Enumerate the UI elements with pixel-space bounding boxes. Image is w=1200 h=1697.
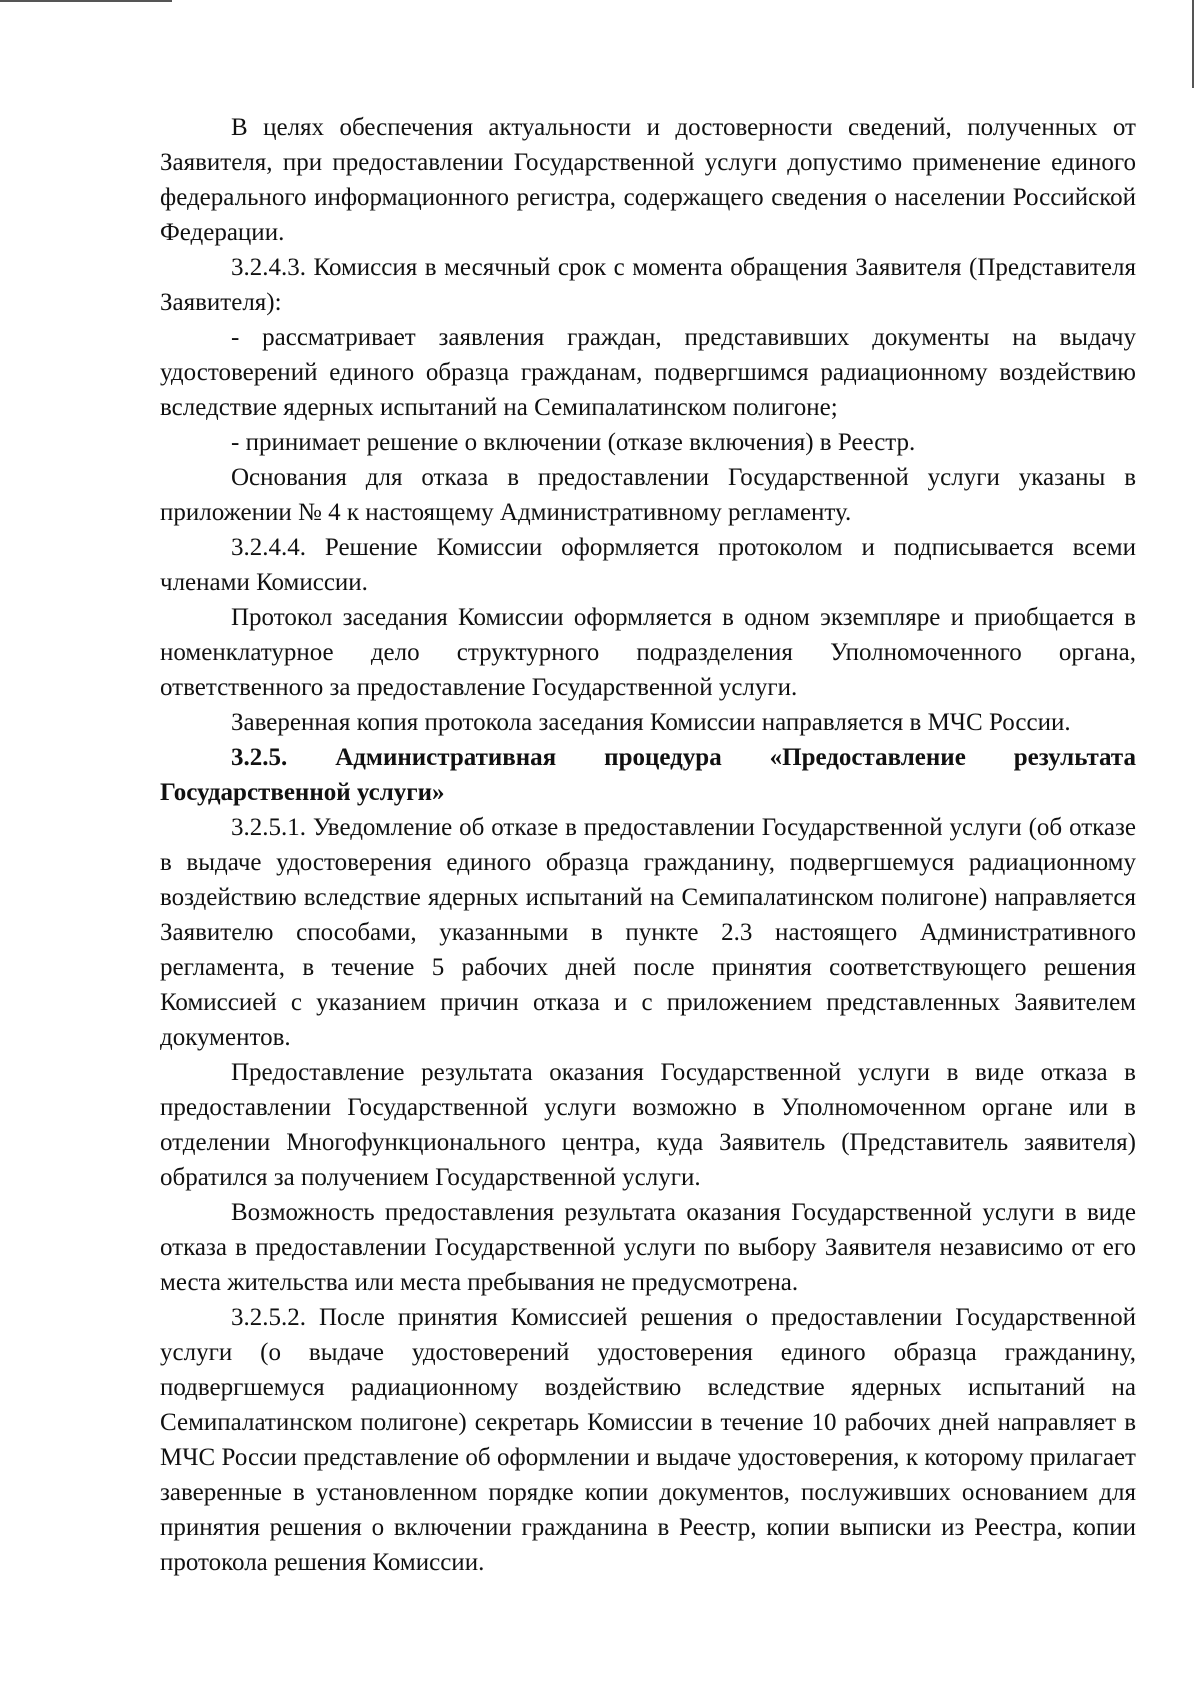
- list-item-reviews-applications: - рассматривает заявления граждан, представивших документы на выдачу удостоверений единого образца гражданам, подвергшимся радиационному воздействию вследствие ядерных испытаний на Семипалатинском полигоне;: [160, 324, 1136, 421]
- scan-edge-right: [1192, 0, 1194, 88]
- paragraph-registry-note: В целях обеспечения актуальности и достоверности сведений, полученных от Заявителя, при предоставлении Государственной услуги допустимо применение единого федерального информационного регистра, содержащего сведения о населении Российской Федерации.: [160, 114, 1136, 246]
- paragraph-certified-copy: Заверенная копия протокола заседания Комиссии направляется в МЧС России.: [231, 709, 1071, 736]
- paragraph-3-2-4-3: 3.2.4.3. Комиссия в месячный срок с момента обращения Заявителя (Представителя Заявителя):: [160, 254, 1136, 316]
- scan-edge-top: [0, 0, 172, 2]
- document-body: [160, 110, 1136, 1580]
- list-item-registry-decision: - принимает решение о включении (отказе включения) в Реестр.: [231, 429, 916, 456]
- paragraph-3-2-4-4: 3.2.4.4. Решение Комиссии оформляется протоколом и подписывается всеми членами Комиссии.: [160, 534, 1136, 596]
- paragraph-refusal-extraterritorial: Возможность предоставления результата оказания Государственной услуги в виде отказа в предоставлении Государственной услуги по выбору Заявителя независимо от его места жительства или места пребывания не предусмотрена.: [160, 1199, 1136, 1296]
- section-heading-3-2-5: 3.2.5. Административная процедура «Предоставление результата Государственной услуги»: [160, 744, 1136, 806]
- paragraph-protocol: Протокол заседания Комиссии оформляется в одном экземпляре и приобщается в номенклатурное дело структурного подразделения Уполномоченного органа, ответственного за предоставление Государственной услуги.: [160, 604, 1136, 701]
- paragraph-refusal-grounds: Основания для отказа в предоставлении Государственной услуги указаны в приложении № 4 к настоящему Административному регламенту.: [160, 464, 1136, 526]
- paragraph-3-2-5-2: 3.2.5.2. После принятия Комиссией решения о предоставлении Государственной услуги (о выдаче удостоверений удостоверения единого образца гражданину, подвергшемуся радиационному воздействию вследствие ядерных испытаний на Семипалатинском полигоне) секретарь Комиссии в течение 10 рабочих дней направляет в МЧС России представление об оформлении и выдаче удостоверения, к которому прилагает заверенные в установленном порядке копии документов, послуживших основанием для принятия решения о включении гражданина в Реестр, копии выписки из Реестра, копии протокола решения Комиссии.: [160, 1304, 1136, 1576]
- paragraph-3-2-5-1: 3.2.5.1. Уведомление об отказе в предоставлении Государственной услуги (об отказе в выдаче удостоверения единого образца гражданину, подвергшемуся радиационному воздействию вследствие ядерных испытаний на Семипалатинском полигоне) направляется Заявителю способами, указанными в пункте 2.3 настоящего Административного регламента, в течение 5 рабочих дней после принятия соответствующего решения Комиссией с указанием причин отказа и с приложением представленных Заявителем документов.: [160, 814, 1136, 1051]
- paragraph-refusal-delivery: Предоставление результата оказания Государственной услуги в виде отказа в предоставлении Государственной услуги возможно в Уполномоченном органе или в отделении Многофункционального центра, куда Заявитель (Представитель заявителя) обратился за получением Государственной услуги.: [160, 1059, 1136, 1191]
